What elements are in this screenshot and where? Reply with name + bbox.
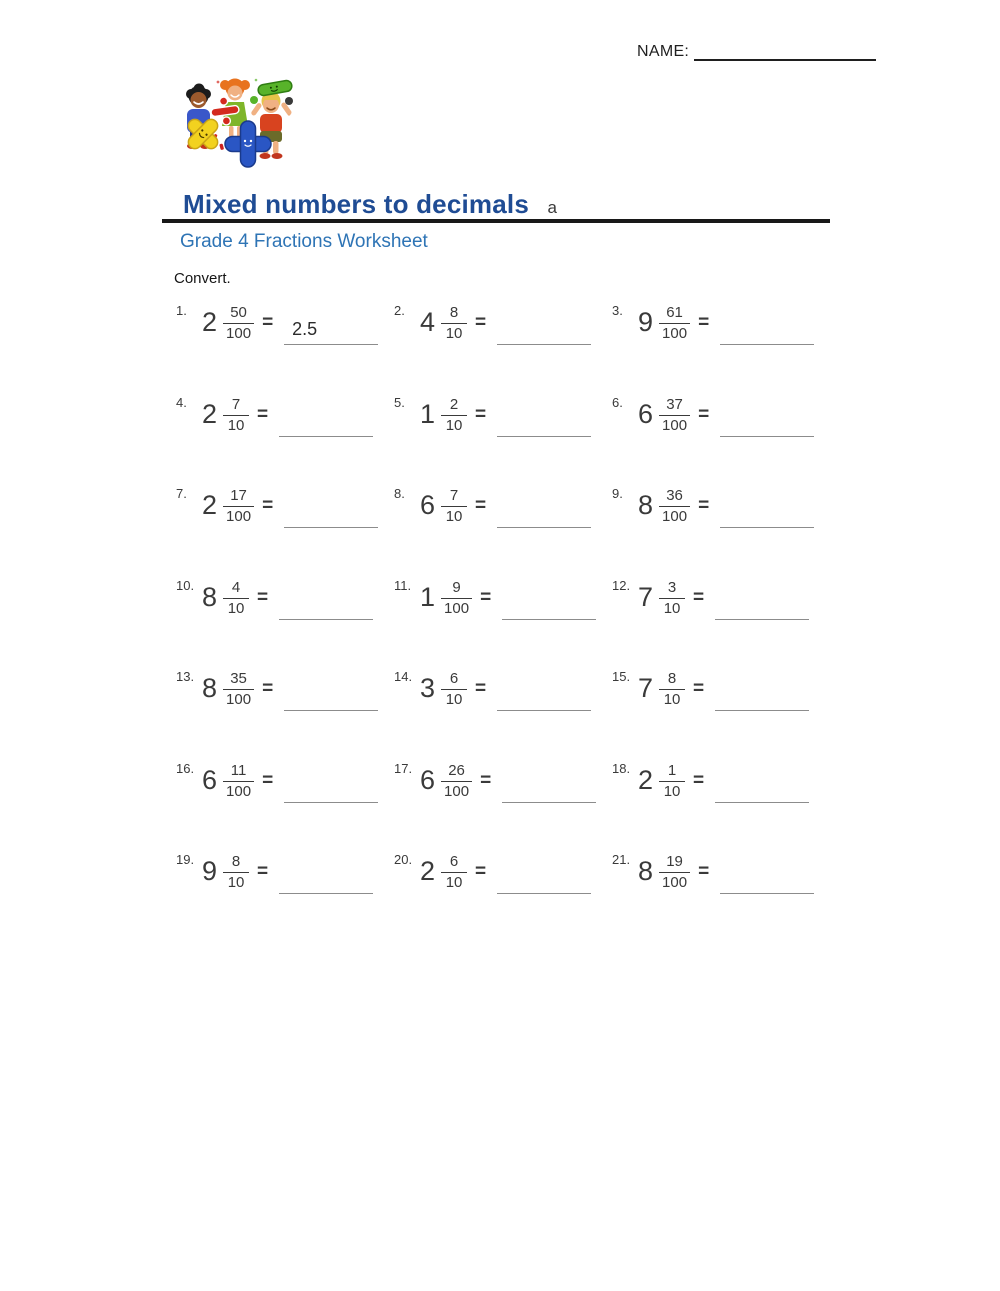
problem-item bbox=[612, 392, 840, 484]
whole-number: 4 bbox=[420, 307, 436, 337]
whole-number: 7 bbox=[638, 581, 654, 612]
answer-line bbox=[720, 316, 814, 345]
minus-sign bbox=[257, 80, 292, 97]
answer-line bbox=[497, 408, 591, 437]
fraction-denominator: 100 bbox=[226, 508, 252, 525]
title-underline-rule bbox=[162, 219, 830, 223]
fraction bbox=[223, 762, 254, 801]
equals-sign: = bbox=[475, 403, 487, 425]
whole-number: 8 bbox=[638, 490, 654, 520]
fraction-numerator: 8 bbox=[659, 670, 685, 690]
equals-sign: = bbox=[693, 769, 705, 791]
answer-input[interactable] bbox=[284, 316, 378, 344]
answer-line bbox=[715, 591, 809, 620]
fraction-numerator: 7 bbox=[441, 487, 467, 507]
fraction-numerator: 11 bbox=[223, 762, 254, 782]
whole-number: 1 bbox=[420, 398, 436, 429]
answer-line bbox=[284, 682, 378, 711]
answer-line bbox=[715, 774, 809, 803]
whole-number: 6 bbox=[638, 398, 654, 429]
problem-item bbox=[612, 666, 840, 758]
fraction-numerator: 50 bbox=[223, 304, 254, 324]
problem-number: 13. bbox=[176, 669, 195, 684]
problem-number: 4. bbox=[176, 394, 187, 410]
fraction-numerator: 6 bbox=[441, 853, 467, 873]
problem-number: 9. bbox=[612, 486, 623, 501]
problem-number: 7. bbox=[176, 486, 187, 501]
answer-input[interactable] bbox=[715, 591, 809, 619]
answer-line bbox=[284, 499, 378, 528]
problem-item bbox=[176, 849, 394, 941]
problem-number: 17. bbox=[394, 760, 413, 776]
whole-number: 9 bbox=[202, 856, 218, 886]
answer-input[interactable] bbox=[502, 774, 596, 802]
equals-sign: = bbox=[698, 861, 710, 882]
fraction-denominator: 100 bbox=[662, 874, 688, 891]
whole-number: 2 bbox=[202, 307, 218, 337]
fraction-numerator: 35 bbox=[223, 670, 254, 690]
problem-number: 1. bbox=[176, 303, 187, 318]
fraction bbox=[659, 396, 690, 435]
whole-number: 2 bbox=[202, 490, 218, 520]
fraction-denominator: 10 bbox=[663, 599, 681, 617]
answer-input[interactable] bbox=[284, 774, 378, 802]
fraction bbox=[223, 579, 249, 618]
equals-sign: = bbox=[262, 769, 274, 791]
fraction-numerator: 19 bbox=[659, 853, 690, 873]
fraction bbox=[441, 762, 472, 801]
equals-sign: = bbox=[693, 678, 705, 699]
fraction bbox=[441, 853, 467, 892]
equals-sign: = bbox=[475, 312, 487, 333]
whole-number: 2 bbox=[638, 764, 654, 795]
fraction-numerator: 36 bbox=[659, 487, 690, 507]
equals-sign: = bbox=[475, 495, 487, 516]
whole-number: 3 bbox=[420, 673, 436, 703]
answer-line bbox=[720, 865, 814, 894]
fraction-denominator: 10 bbox=[445, 691, 463, 708]
fraction bbox=[441, 304, 467, 343]
answer-input[interactable] bbox=[715, 682, 809, 710]
answer-line bbox=[284, 316, 378, 345]
whole-number: 8 bbox=[638, 856, 654, 886]
problem-number: 6. bbox=[612, 394, 623, 410]
answer-input[interactable] bbox=[279, 408, 373, 436]
instruction-text: Convert. bbox=[174, 270, 231, 287]
answer-input[interactable] bbox=[279, 591, 373, 619]
fraction-numerator: 2 bbox=[441, 396, 467, 416]
fraction-denominator: 10 bbox=[663, 782, 681, 800]
answer-line bbox=[715, 682, 809, 711]
problem-item bbox=[394, 575, 612, 667]
problem-item bbox=[394, 666, 612, 758]
name-header bbox=[637, 42, 876, 61]
problem-number: 14. bbox=[394, 669, 413, 684]
answer-line bbox=[497, 499, 591, 528]
answer-line bbox=[279, 408, 373, 437]
worksheet-subtitle: Grade 4 Fractions Worksheet bbox=[180, 231, 428, 252]
answer-line bbox=[279, 865, 373, 894]
fraction bbox=[441, 487, 467, 526]
problem-item bbox=[394, 483, 612, 575]
fraction-denominator: 100 bbox=[226, 325, 252, 342]
fraction-denominator: 10 bbox=[227, 599, 245, 617]
answer-line bbox=[502, 591, 596, 620]
fraction bbox=[441, 396, 467, 435]
fraction bbox=[223, 304, 254, 343]
fraction-denominator: 10 bbox=[227, 416, 245, 434]
fraction bbox=[223, 670, 254, 709]
problem-item bbox=[176, 575, 394, 667]
fraction bbox=[659, 853, 690, 892]
fraction bbox=[659, 762, 685, 801]
name-label: NAME: bbox=[637, 43, 690, 60]
fraction-numerator: 4 bbox=[223, 579, 249, 599]
problem-number: 18. bbox=[612, 760, 631, 776]
fraction-denominator: 100 bbox=[662, 416, 688, 434]
fraction-numerator: 3 bbox=[659, 579, 685, 599]
answer-line bbox=[502, 774, 596, 803]
fraction bbox=[223, 487, 254, 526]
equals-sign: = bbox=[262, 495, 274, 516]
equals-sign: = bbox=[262, 678, 274, 699]
equals-sign: = bbox=[693, 586, 705, 608]
equals-sign: = bbox=[257, 586, 269, 608]
whole-number: 6 bbox=[202, 764, 218, 795]
page-title: Mixed numbers to decimals bbox=[183, 189, 529, 219]
whole-number: 2 bbox=[202, 398, 218, 429]
problem-item bbox=[394, 300, 612, 392]
fraction-denominator: 100 bbox=[226, 691, 252, 708]
problem-item bbox=[612, 758, 840, 850]
fraction-denominator: 10 bbox=[445, 508, 463, 525]
problem-number: 15. bbox=[612, 669, 631, 684]
problem-item bbox=[394, 392, 612, 484]
fraction-numerator: 6 bbox=[441, 670, 467, 690]
problem-item bbox=[176, 483, 394, 575]
answer-line bbox=[720, 499, 814, 528]
fraction-numerator: 8 bbox=[441, 304, 467, 324]
math-kids-logo bbox=[168, 74, 300, 171]
problems-grid bbox=[176, 300, 840, 941]
answer-input[interactable] bbox=[279, 865, 373, 893]
problem-item bbox=[394, 758, 612, 850]
fraction-denominator: 100 bbox=[226, 782, 252, 800]
answer-input[interactable] bbox=[720, 499, 814, 527]
problem-number: 12. bbox=[612, 577, 631, 593]
fraction-numerator: 9 bbox=[441, 579, 472, 599]
answer-input[interactable] bbox=[502, 591, 596, 619]
problem-item bbox=[176, 392, 394, 484]
problem-item bbox=[612, 849, 840, 941]
whole-number: 2 bbox=[420, 856, 436, 886]
equals-sign: = bbox=[257, 403, 269, 425]
problem-item bbox=[176, 758, 394, 850]
equals-sign: = bbox=[475, 678, 487, 699]
problem-number: 3. bbox=[612, 303, 623, 318]
answer-input[interactable] bbox=[497, 865, 591, 893]
equals-sign: = bbox=[475, 861, 487, 882]
problem-number: 10. bbox=[176, 577, 195, 593]
problem-item bbox=[612, 575, 840, 667]
answer-line bbox=[497, 682, 591, 711]
fraction-denominator: 100 bbox=[662, 325, 688, 342]
fraction-denominator: 10 bbox=[445, 325, 463, 342]
equals-sign: = bbox=[698, 403, 710, 425]
fraction-denominator: 10 bbox=[227, 874, 245, 891]
fraction bbox=[441, 670, 467, 709]
answer-input[interactable] bbox=[497, 316, 591, 344]
problem-item bbox=[176, 666, 394, 758]
answer-input[interactable] bbox=[497, 408, 591, 436]
fraction-numerator: 26 bbox=[441, 762, 472, 782]
problem-number: 20. bbox=[394, 852, 413, 867]
whole-number: 1 bbox=[420, 581, 436, 612]
problem-item bbox=[612, 483, 840, 575]
answer-line bbox=[284, 774, 378, 803]
problem-number: 11. bbox=[394, 577, 412, 593]
problem-item bbox=[394, 849, 612, 941]
fraction bbox=[659, 487, 690, 526]
fraction bbox=[659, 304, 690, 343]
fraction-numerator: 37 bbox=[659, 396, 690, 416]
answer-input[interactable] bbox=[284, 499, 378, 527]
fraction-denominator: 100 bbox=[444, 599, 470, 617]
equals-sign: = bbox=[698, 312, 710, 333]
equals-sign: = bbox=[257, 861, 269, 882]
problem-number: 8. bbox=[394, 486, 405, 501]
fraction-numerator: 1 bbox=[659, 762, 685, 782]
fraction-numerator: 61 bbox=[659, 304, 690, 324]
equals-sign: = bbox=[480, 769, 492, 791]
equals-sign: = bbox=[480, 586, 492, 608]
problem-number: 21. bbox=[612, 852, 631, 867]
problem-number: 16. bbox=[176, 760, 195, 776]
answer-input[interactable] bbox=[715, 774, 809, 802]
whole-number: 8 bbox=[202, 581, 218, 612]
name-blank-line[interactable] bbox=[694, 42, 876, 61]
equals-sign: = bbox=[262, 312, 274, 333]
whole-number: 7 bbox=[638, 673, 654, 703]
equals-sign: = bbox=[698, 495, 710, 516]
answer-input[interactable] bbox=[720, 865, 814, 893]
answer-line bbox=[497, 316, 591, 345]
answer-input[interactable] bbox=[720, 408, 814, 436]
fraction-denominator: 10 bbox=[445, 416, 463, 434]
fraction bbox=[441, 579, 472, 618]
problem-number: 19. bbox=[176, 852, 195, 867]
answer-line bbox=[279, 591, 373, 620]
answer-input[interactable] bbox=[720, 316, 814, 344]
fraction-denominator: 100 bbox=[662, 508, 688, 525]
whole-number: 8 bbox=[202, 673, 218, 703]
whole-number: 6 bbox=[420, 764, 436, 795]
fraction-numerator: 7 bbox=[223, 396, 249, 416]
fraction-denominator: 10 bbox=[445, 874, 463, 891]
problem-item bbox=[176, 300, 394, 392]
whole-number: 6 bbox=[420, 490, 436, 520]
fraction bbox=[223, 396, 249, 435]
worksheet-version-letter: a bbox=[547, 198, 557, 217]
title-row bbox=[183, 189, 557, 220]
fraction bbox=[659, 579, 685, 618]
problem-number: 2. bbox=[394, 303, 405, 318]
answer-input[interactable] bbox=[284, 682, 378, 710]
fraction bbox=[659, 670, 685, 709]
fraction-denominator: 10 bbox=[663, 691, 681, 708]
problem-item bbox=[612, 300, 840, 392]
answer-input[interactable] bbox=[497, 499, 591, 527]
whole-number: 9 bbox=[638, 307, 654, 337]
fraction-numerator: 17 bbox=[223, 487, 254, 507]
fraction bbox=[223, 853, 249, 892]
fraction-denominator: 100 bbox=[444, 782, 470, 800]
math-kids-logo-svg bbox=[168, 74, 300, 171]
answer-line bbox=[720, 408, 814, 437]
answer-line bbox=[497, 865, 591, 894]
problem-number: 5. bbox=[394, 394, 405, 410]
fraction-numerator: 8 bbox=[223, 853, 249, 873]
answer-input[interactable] bbox=[497, 682, 591, 710]
